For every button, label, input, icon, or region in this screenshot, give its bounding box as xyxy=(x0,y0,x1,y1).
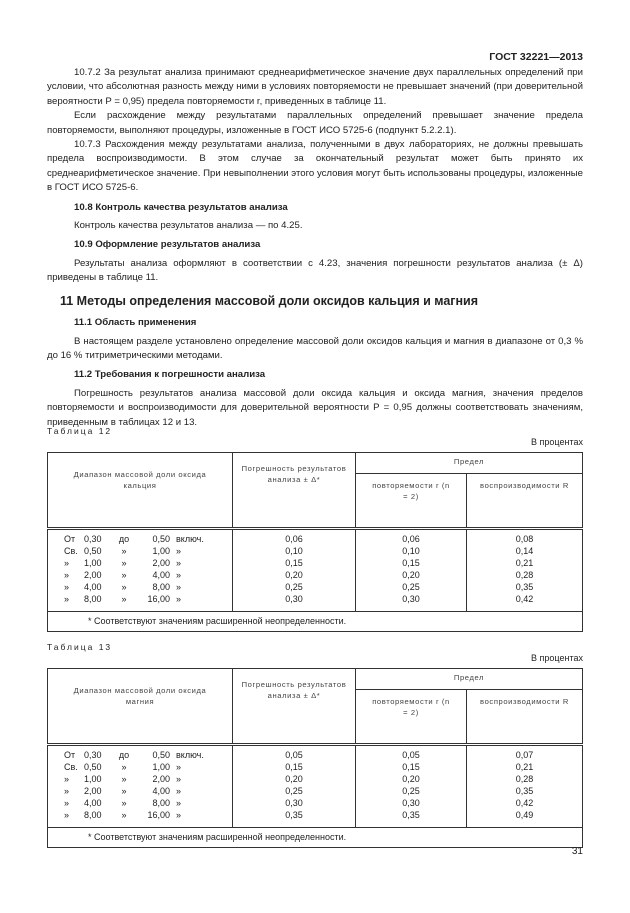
range-from: 0,30 xyxy=(84,750,102,760)
range-to: 16,00 xyxy=(147,809,170,820)
error-cell: 0,30 xyxy=(233,594,356,612)
repeatability-cell: 0,06 xyxy=(356,529,467,546)
range-cell xyxy=(48,810,233,828)
range-suffix: » xyxy=(176,809,182,820)
header-range: Диапазон массовой доли оксида магния xyxy=(48,669,233,745)
header-error: Погрешность результатов анализа ± Δ* xyxy=(233,453,356,529)
range-prefix: » xyxy=(64,593,70,604)
range-prefix: Св. xyxy=(64,545,78,556)
repeatability-cell: 0,10 xyxy=(356,546,467,558)
repeatability-cell: 0,15 xyxy=(356,762,467,774)
range-cell xyxy=(48,529,233,546)
error-cell: 0,10 xyxy=(233,546,356,558)
reproducibility-cell: 0,28 xyxy=(467,774,583,786)
range-from: 8,00 xyxy=(84,593,102,604)
table-row xyxy=(48,546,583,558)
heading-11-2: 11.2 Требования к погрешности анализа xyxy=(74,369,266,381)
range-from: 1,00 xyxy=(84,773,102,784)
range-suffix: » xyxy=(176,557,182,568)
header-repeatability: повторяемости r (n = 2) xyxy=(356,474,467,529)
range-prefix: От xyxy=(64,534,76,544)
error-cell: 0,20 xyxy=(233,774,356,786)
body-text xyxy=(47,66,583,430)
range-to: 2,00 xyxy=(152,773,170,784)
range-mid: до xyxy=(118,750,130,760)
range-to: 16,00 xyxy=(147,593,170,604)
repeatability-cell: 0,25 xyxy=(356,582,467,594)
table-footnote: * Соответствуют значениям расширенной неопределенности. xyxy=(48,612,583,632)
paragraph-11-1: В настоящем разделе установлено определение массовой доли оксидов кальция и магния в диапазоне от 0,3 % до 16 % титриметрическими методами. xyxy=(47,335,583,361)
repeatability-cell: 0,05 xyxy=(356,745,467,762)
range-cell xyxy=(48,798,233,810)
reproducibility-cell: 0,14 xyxy=(467,546,583,558)
error-cell: 0,15 xyxy=(233,558,356,570)
range-from: 4,00 xyxy=(84,581,102,592)
reproducibility-cell: 0,42 xyxy=(467,594,583,612)
range-suffix: » xyxy=(176,545,182,556)
range-from: 1,00 xyxy=(84,557,102,568)
range-suffix: » xyxy=(176,797,182,808)
range-suffix: » xyxy=(176,569,182,580)
table-row xyxy=(48,594,583,612)
header-limit: Предел xyxy=(356,669,583,690)
error-cell: 0,25 xyxy=(233,786,356,798)
range-prefix: » xyxy=(64,785,70,796)
table-row xyxy=(48,762,583,774)
range-to: 0,50 xyxy=(152,750,170,760)
range-from: 8,00 xyxy=(84,809,102,820)
range-cell xyxy=(48,762,233,774)
reproducibility-cell: 0,42 xyxy=(467,798,583,810)
table-row xyxy=(48,570,583,582)
data-table xyxy=(47,668,583,848)
header-reproducibility: воспроизводимости R xyxy=(467,690,583,745)
repeatability-cell: 0,30 xyxy=(356,798,467,810)
range-cell xyxy=(48,594,233,612)
repeatability-cell: 0,15 xyxy=(356,558,467,570)
repeatability-cell: 0,20 xyxy=(356,570,467,582)
range-to: 4,00 xyxy=(152,785,170,796)
range-suffix: включ. xyxy=(176,534,204,544)
table-row xyxy=(48,745,583,762)
range-mid: » xyxy=(121,557,127,568)
table-unit: В процентах xyxy=(531,653,583,663)
range-suffix: » xyxy=(176,761,182,772)
range-mid: » xyxy=(121,581,127,592)
heading-11-1: 11.1 Область применения xyxy=(74,317,197,329)
table-row xyxy=(48,529,583,546)
range-mid: » xyxy=(121,569,127,580)
table-row xyxy=(48,558,583,570)
table-row xyxy=(48,786,583,798)
reproducibility-cell: 0,21 xyxy=(467,762,583,774)
paragraph-10-7-2-cont: Если расхождение между результатами параллельных определений превышает значение предела повторяемости, выполняют процедуры, изложенные в ГОСТ ИСО 5725-6 (подпункт 5.2.2.1). xyxy=(47,110,583,136)
error-cell: 0,15 xyxy=(233,762,356,774)
range-mid: » xyxy=(121,545,127,556)
paragraph-10-7-3: 10.7.3 Расхождения между результатами анализа, полученными в двух лабораториях, не должны превышать предела воспроизводимости. В этом случае за окончательный результат может быть принято их среднеарифметическое значение. При невыполнении этого условия могут быть использованы процедуры, изложенные в ГОСТ ИСО 5725-6. xyxy=(47,139,583,194)
range-to: 1,00 xyxy=(152,545,170,556)
reproducibility-cell: 0,35 xyxy=(467,582,583,594)
repeatability-cell: 0,35 xyxy=(356,810,467,828)
range-mid: до xyxy=(118,534,130,544)
range-cell xyxy=(48,546,233,558)
range-prefix: » xyxy=(64,797,70,808)
header-limit: Предел xyxy=(356,453,583,474)
range-prefix: » xyxy=(64,773,70,784)
reproducibility-cell: 0,28 xyxy=(467,570,583,582)
reproducibility-cell: 0,07 xyxy=(467,745,583,762)
range-prefix: » xyxy=(64,557,70,568)
range-from: 2,00 xyxy=(84,569,102,580)
range-to: 0,50 xyxy=(152,534,170,544)
range-prefix: Св. xyxy=(64,761,78,772)
heading-10-8: 10.8 Контроль качества результатов анализа xyxy=(74,201,288,213)
range-prefix: » xyxy=(64,809,70,820)
range-to: 4,00 xyxy=(152,569,170,580)
page-number: 31 xyxy=(571,846,583,857)
reproducibility-cell: 0,35 xyxy=(467,786,583,798)
header-error: Погрешность результатов анализа ± Δ* xyxy=(233,669,356,745)
document-header: ГОСТ 32221—2013 xyxy=(489,51,583,63)
range-prefix: » xyxy=(64,581,70,592)
range-from: 0,50 xyxy=(84,545,102,556)
range-to: 2,00 xyxy=(152,557,170,568)
range-suffix: » xyxy=(176,581,182,592)
range-cell xyxy=(48,570,233,582)
header-reproducibility: воспроизводимости R xyxy=(467,474,583,529)
range-prefix: » xyxy=(64,569,70,580)
range-suffix: » xyxy=(176,785,182,796)
table-row xyxy=(48,582,583,594)
header-repeatability: повторяемости r (n = 2) xyxy=(356,690,467,745)
range-to: 8,00 xyxy=(152,797,170,808)
paragraph-10-7-2: 10.7.2 За результат анализа принимают среднеарифметическое значение двух параллельных определений при условии, что абсолютная разность между ними в условиях повторяемости не превышает значений (при доверительной вероятности P = 0,95) предела повторяемости r, приведенных в таблице 11. xyxy=(47,67,583,107)
table-row xyxy=(48,774,583,786)
reproducibility-cell: 0,49 xyxy=(467,810,583,828)
range-mid: » xyxy=(121,809,127,820)
range-from: 2,00 xyxy=(84,785,102,796)
repeatability-cell: 0,30 xyxy=(356,594,467,612)
table-caption: Таблица 12 xyxy=(47,426,113,436)
header-range: Диапазон массовой доли оксида кальция xyxy=(48,453,233,529)
paragraph-10-9: Результаты анализа оформляют в соответствии с 4.23, значения погрешности результатов анализа (± Δ) приведены в таблице 11. xyxy=(47,257,583,284)
range-cell xyxy=(48,558,233,570)
repeatability-cell: 0,25 xyxy=(356,786,467,798)
range-cell xyxy=(48,774,233,786)
range-from: 4,00 xyxy=(84,797,102,808)
table-row xyxy=(48,810,583,828)
error-cell: 0,20 xyxy=(233,570,356,582)
repeatability-cell: 0,20 xyxy=(356,774,467,786)
error-cell: 0,06 xyxy=(233,529,356,546)
range-cell xyxy=(48,745,233,762)
reproducibility-cell: 0,21 xyxy=(467,558,583,570)
table-caption: Таблица 13 xyxy=(47,642,113,652)
range-cell xyxy=(48,582,233,594)
heading-10-9: 10.9 Оформление результатов анализа xyxy=(74,239,261,251)
data-table xyxy=(47,452,583,632)
error-cell: 0,25 xyxy=(233,582,356,594)
range-from: 0,30 xyxy=(84,534,102,544)
range-mid: » xyxy=(121,761,127,772)
error-cell: 0,35 xyxy=(233,810,356,828)
range-mid: » xyxy=(121,593,127,604)
range-suffix: » xyxy=(176,773,182,784)
range-mid: » xyxy=(121,773,127,784)
range-mid: » xyxy=(121,785,127,796)
range-mid: » xyxy=(121,797,127,808)
reproducibility-cell: 0,08 xyxy=(467,529,583,546)
range-cell xyxy=(48,786,233,798)
range-suffix: » xyxy=(176,593,182,604)
error-cell: 0,05 xyxy=(233,745,356,762)
paragraph-11-2: Погрешность результатов анализа массовой доли оксида кальция и оксида магния, значения пределов повторяемости и воспроизводимости для доверительной вероятности P = 0,95 должны соответствовать значениям, приведенным в таблицах 12 и 13. xyxy=(47,387,583,428)
table-footnote: * Соответствуют значениям расширенной неопределенности. xyxy=(48,828,583,848)
heading-11: 11 Методы определения массовой доли оксидов кальция и магния xyxy=(60,293,479,308)
table-row xyxy=(48,798,583,810)
range-to: 8,00 xyxy=(152,581,170,592)
range-suffix: включ. xyxy=(176,750,204,760)
range-prefix: От xyxy=(64,750,76,760)
range-from: 0,50 xyxy=(84,761,102,772)
table-unit: В процентах xyxy=(531,437,583,447)
paragraph-10-8: Контроль качества результатов анализа — по 4.25. xyxy=(74,220,303,232)
error-cell: 0,30 xyxy=(233,798,356,810)
range-to: 1,00 xyxy=(152,761,170,772)
